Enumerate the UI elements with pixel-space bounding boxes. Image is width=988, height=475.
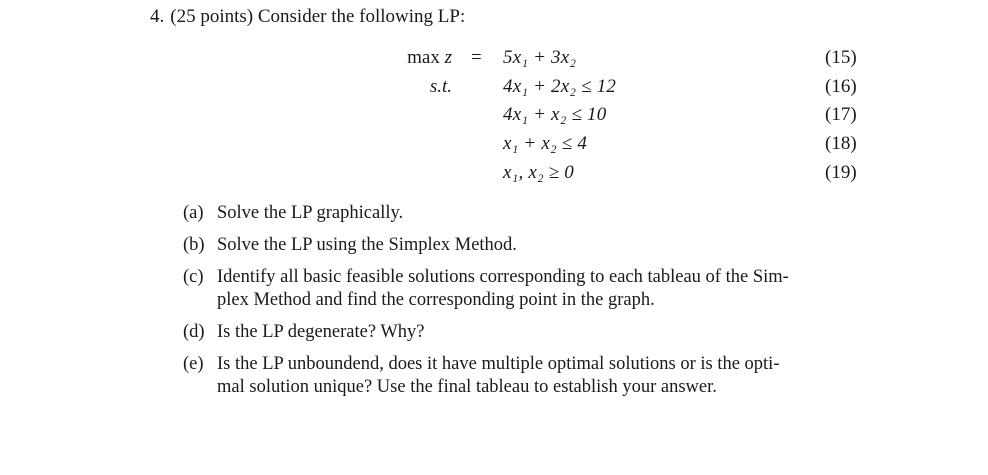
lp-objective-row bbox=[0, 47, 988, 75]
question-parts bbox=[183, 202, 863, 408]
part-label: (c) bbox=[183, 267, 204, 287]
lp-constraint-row bbox=[0, 104, 988, 132]
lp-constraint-row bbox=[0, 76, 988, 104]
lp-relation: = bbox=[471, 47, 482, 68]
part-label: (a) bbox=[183, 203, 204, 223]
question-part bbox=[183, 321, 863, 344]
part-text: Is the LP degenerate? Why? bbox=[217, 322, 425, 342]
equation-number: (18) bbox=[825, 133, 857, 154]
equation-number: (16) bbox=[825, 76, 857, 97]
lp-expression: 4x₁ + 2x₂ ≤ 12 bbox=[503, 76, 617, 97]
lp-objective-var: z bbox=[444, 47, 452, 68]
lp-constraint-row bbox=[0, 133, 988, 161]
part-text: Is the LP unboundend, does it have multiple optimal solutions or is the opti- mal solution unique? Use the final tableau to establish your answer. bbox=[217, 354, 780, 397]
part-label: (d) bbox=[183, 322, 205, 342]
question-part bbox=[183, 353, 863, 399]
part-text: Identify all basic feasible solutions corresponding to each tableau of the Sim- plex Method and find the corresponding point in the graph. bbox=[217, 267, 789, 310]
equation-number: (17) bbox=[825, 104, 857, 125]
lp-expression: 4x₁ + x₂ ≤ 10 bbox=[503, 104, 607, 125]
lp-expression: x₁, x₂ ≥ 0 bbox=[503, 162, 575, 183]
problem-statement: (25 points) Consider the following LP: bbox=[170, 6, 466, 27]
lp-label: s.t. bbox=[429, 76, 452, 97]
question-part bbox=[183, 202, 863, 225]
part-label: (b) bbox=[183, 235, 205, 255]
part-text: Solve the LP graphically. bbox=[217, 203, 404, 223]
lp-expression: 5x₁ + 3x₂ bbox=[503, 47, 577, 68]
lp-label bbox=[407, 47, 452, 69]
problem-number: 4. bbox=[150, 6, 165, 27]
equation-number: (15) bbox=[825, 47, 857, 68]
question-part bbox=[183, 234, 863, 257]
question-part bbox=[183, 266, 863, 312]
lp-expression: x₁ + x₂ ≤ 4 bbox=[503, 133, 588, 154]
lp-nonnegativity-row bbox=[0, 162, 988, 190]
equation-number: (19) bbox=[825, 162, 857, 183]
part-label: (e) bbox=[183, 354, 204, 374]
lp-max-keyword: max bbox=[407, 47, 440, 68]
part-text: Solve the LP using the Simplex Method. bbox=[217, 235, 517, 255]
problem-header bbox=[150, 6, 465, 28]
